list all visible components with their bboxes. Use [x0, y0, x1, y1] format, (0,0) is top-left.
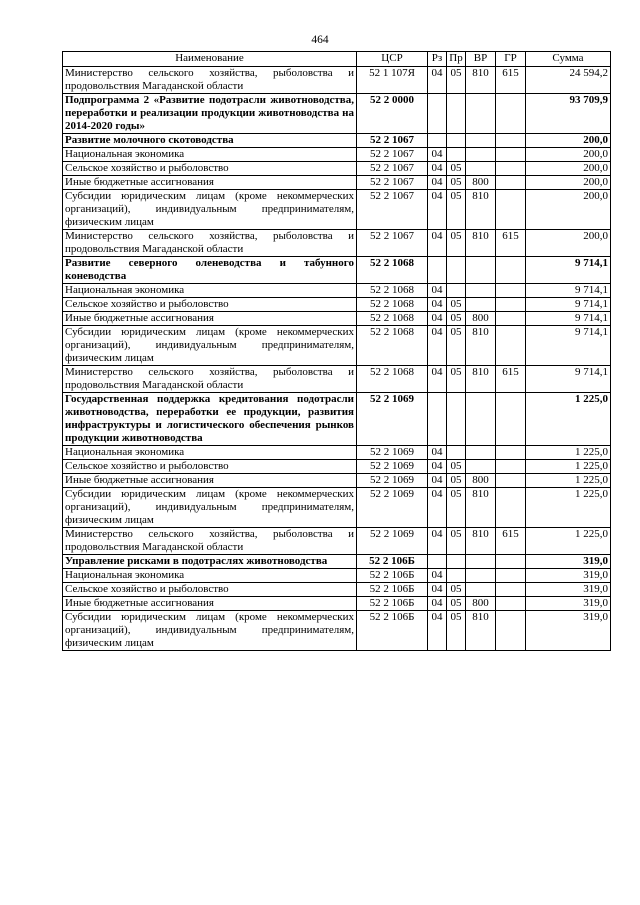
cell-name: Национальная экономика [63, 284, 357, 298]
cell-sum: 1 225,0 [526, 446, 611, 460]
cell-vr: 810 [466, 230, 496, 257]
cell-rz: 04 [428, 366, 447, 393]
cell-csr: 52 2 0000 [357, 94, 428, 134]
cell-csr: 52 2 106Б [357, 597, 428, 611]
cell-name: Подпрограмма 2 «Развитие подотрасли животноводства, переработки и реализации продукции животноводства на 2014-2020 годы» [63, 94, 357, 134]
cell-sum: 1 225,0 [526, 460, 611, 474]
header-sum: Сумма [526, 52, 611, 67]
cell-pr [447, 393, 466, 446]
cell-csr: 52 2 1067 [357, 134, 428, 148]
cell-name: Управление рисками в подотраслях животноводства [63, 555, 357, 569]
cell-vr: 810 [466, 366, 496, 393]
table-row [63, 298, 611, 312]
cell-rz [428, 257, 447, 284]
cell-vr: 800 [466, 176, 496, 190]
cell-gr [496, 597, 526, 611]
cell-csr: 52 2 1067 [357, 190, 428, 230]
table-row [63, 611, 611, 651]
cell-csr: 52 2 1068 [357, 312, 428, 326]
cell-gr [496, 148, 526, 162]
table-row [63, 366, 611, 393]
cell-vr: 810 [466, 190, 496, 230]
header-name: Наименование [63, 52, 357, 67]
cell-vr: 810 [466, 611, 496, 651]
cell-vr: 810 [466, 326, 496, 366]
cell-pr: 05 [447, 460, 466, 474]
cell-gr [496, 176, 526, 190]
cell-rz: 04 [428, 474, 447, 488]
cell-pr: 05 [447, 190, 466, 230]
cell-sum: 319,0 [526, 569, 611, 583]
table-row [63, 583, 611, 597]
budget-table [62, 51, 611, 651]
cell-name: Субсидии юридическим лицам (кроме некоммерческих организаций), индивидуальным предпринимателям, физическим лицам [63, 488, 357, 528]
cell-csr: 52 2 1068 [357, 257, 428, 284]
cell-pr [447, 569, 466, 583]
cell-sum: 319,0 [526, 597, 611, 611]
cell-vr [466, 134, 496, 148]
cell-pr: 05 [447, 597, 466, 611]
cell-vr [466, 162, 496, 176]
cell-gr [496, 611, 526, 651]
table-row [63, 326, 611, 366]
cell-rz: 04 [428, 148, 447, 162]
cell-sum: 1 225,0 [526, 528, 611, 555]
cell-name: Развитие северного оленеводства и табунного коневодства [63, 257, 357, 284]
cell-name: Сельское хозяйство и рыболовство [63, 162, 357, 176]
header-csr: ЦСР [357, 52, 428, 67]
cell-name: Субсидии юридическим лицам (кроме некоммерческих организаций), индивидуальным предпринимателям, физическим лицам [63, 190, 357, 230]
cell-gr [496, 284, 526, 298]
cell-csr: 52 1 107Я [357, 67, 428, 94]
cell-gr [496, 134, 526, 148]
cell-vr [466, 257, 496, 284]
cell-rz: 04 [428, 230, 447, 257]
cell-rz: 04 [428, 67, 447, 94]
cell-name: Иные бюджетные ассигнования [63, 312, 357, 326]
cell-pr: 05 [447, 312, 466, 326]
cell-gr [496, 162, 526, 176]
cell-name: Развитие молочного скотоводства [63, 134, 357, 148]
cell-pr: 05 [447, 326, 466, 366]
cell-sum: 319,0 [526, 555, 611, 569]
table-row [63, 474, 611, 488]
cell-rz [428, 94, 447, 134]
cell-csr: 52 2 1069 [357, 528, 428, 555]
cell-sum: 9 714,1 [526, 326, 611, 366]
table-row [63, 190, 611, 230]
cell-vr: 800 [466, 312, 496, 326]
cell-pr: 05 [447, 162, 466, 176]
table-row [63, 312, 611, 326]
cell-pr [447, 555, 466, 569]
table-row [63, 176, 611, 190]
cell-rz: 04 [428, 298, 447, 312]
cell-csr: 52 2 106Б [357, 569, 428, 583]
cell-vr [466, 555, 496, 569]
cell-sum: 200,0 [526, 148, 611, 162]
cell-gr [496, 312, 526, 326]
cell-pr [447, 148, 466, 162]
cell-sum: 9 714,1 [526, 366, 611, 393]
cell-gr: 615 [496, 366, 526, 393]
cell-gr [496, 190, 526, 230]
table-row [63, 148, 611, 162]
cell-rz: 04 [428, 583, 447, 597]
cell-name: Иные бюджетные ассигнования [63, 597, 357, 611]
cell-rz: 04 [428, 569, 447, 583]
cell-sum: 24 594,2 [526, 67, 611, 94]
cell-csr: 52 2 1069 [357, 393, 428, 446]
cell-gr [496, 94, 526, 134]
table-row [63, 555, 611, 569]
cell-vr: 810 [466, 67, 496, 94]
cell-csr: 52 2 1069 [357, 488, 428, 528]
cell-sum: 9 714,1 [526, 312, 611, 326]
cell-pr: 05 [447, 366, 466, 393]
cell-vr: 800 [466, 474, 496, 488]
cell-gr [496, 393, 526, 446]
cell-vr: 810 [466, 528, 496, 555]
cell-rz: 04 [428, 176, 447, 190]
cell-pr: 05 [447, 230, 466, 257]
cell-csr: 52 2 1068 [357, 284, 428, 298]
cell-name: Иные бюджетные ассигнования [63, 474, 357, 488]
cell-name: Сельское хозяйство и рыболовство [63, 583, 357, 597]
cell-pr [447, 134, 466, 148]
table-row [63, 230, 611, 257]
cell-vr [466, 284, 496, 298]
cell-gr [496, 298, 526, 312]
cell-sum: 319,0 [526, 611, 611, 651]
header-gr: ГР [496, 52, 526, 67]
cell-vr [466, 460, 496, 474]
cell-vr [466, 393, 496, 446]
table-row [63, 284, 611, 298]
cell-pr: 05 [447, 611, 466, 651]
page-number: 464 [311, 34, 329, 46]
table-row [63, 446, 611, 460]
cell-vr [466, 298, 496, 312]
cell-pr: 05 [447, 67, 466, 94]
cell-name: Министерство сельского хозяйства, рыболовства и продовольствия Магаданской области [63, 528, 357, 555]
header-pr: Пр [447, 52, 466, 67]
cell-rz [428, 393, 447, 446]
cell-sum: 1 225,0 [526, 474, 611, 488]
cell-gr: 615 [496, 230, 526, 257]
cell-gr [496, 555, 526, 569]
cell-name: Иные бюджетные ассигнования [63, 176, 357, 190]
cell-rz: 04 [428, 446, 447, 460]
cell-vr [466, 569, 496, 583]
cell-name: Государственная поддержка кредитования подотрасли животноводства, переработки ее продукции, развития инфраструктуры и логистического обеспечения рынков продукции животноводства [63, 393, 357, 446]
cell-rz: 04 [428, 460, 447, 474]
cell-csr: 52 2 1068 [357, 326, 428, 366]
cell-sum: 9 714,1 [526, 257, 611, 284]
cell-vr [466, 446, 496, 460]
cell-gr [496, 474, 526, 488]
cell-sum: 1 225,0 [526, 488, 611, 528]
cell-name: Министерство сельского хозяйства, рыболовства и продовольствия Магаданской области [63, 366, 357, 393]
cell-csr: 52 2 106Б [357, 583, 428, 597]
table-row [63, 528, 611, 555]
cell-csr: 52 2 1068 [357, 298, 428, 312]
cell-rz: 04 [428, 162, 447, 176]
cell-pr [447, 446, 466, 460]
cell-gr [496, 569, 526, 583]
cell-csr: 52 2 1069 [357, 460, 428, 474]
table-row [63, 67, 611, 94]
cell-gr [496, 488, 526, 528]
cell-rz: 04 [428, 326, 447, 366]
cell-name: Субсидии юридическим лицам (кроме некоммерческих организаций), индивидуальным предпринимателям, физическим лицам [63, 611, 357, 651]
cell-vr [466, 148, 496, 162]
cell-vr [466, 94, 496, 134]
header-rz: Рз [428, 52, 447, 67]
cell-sum: 319,0 [526, 583, 611, 597]
cell-vr: 810 [466, 488, 496, 528]
cell-name: Сельское хозяйство и рыболовство [63, 460, 357, 474]
cell-csr: 52 2 1067 [357, 162, 428, 176]
cell-sum: 9 714,1 [526, 284, 611, 298]
cell-sum: 200,0 [526, 134, 611, 148]
cell-vr [466, 583, 496, 597]
cell-name: Субсидии юридическим лицам (кроме некоммерческих организаций), индивидуальным предпринимателям, физическим лицам [63, 326, 357, 366]
cell-csr: 52 2 1067 [357, 148, 428, 162]
cell-csr: 52 2 106Б [357, 611, 428, 651]
cell-gr: 615 [496, 67, 526, 94]
cell-rz [428, 134, 447, 148]
cell-gr [496, 326, 526, 366]
cell-pr: 05 [447, 583, 466, 597]
cell-name: Национальная экономика [63, 569, 357, 583]
cell-csr: 52 2 1068 [357, 366, 428, 393]
cell-name: Национальная экономика [63, 446, 357, 460]
cell-rz: 04 [428, 488, 447, 528]
cell-sum: 200,0 [526, 230, 611, 257]
table-row [63, 597, 611, 611]
table-row [63, 569, 611, 583]
table-row [63, 488, 611, 528]
cell-gr [496, 446, 526, 460]
cell-pr: 05 [447, 474, 466, 488]
cell-rz: 04 [428, 597, 447, 611]
cell-pr [447, 94, 466, 134]
cell-gr: 615 [496, 528, 526, 555]
cell-rz: 04 [428, 284, 447, 298]
cell-name: Министерство сельского хозяйства, рыболовства и продовольствия Магаданской области [63, 230, 357, 257]
cell-rz: 04 [428, 312, 447, 326]
table-row [63, 134, 611, 148]
cell-vr: 800 [466, 597, 496, 611]
cell-pr: 05 [447, 528, 466, 555]
cell-pr [447, 284, 466, 298]
cell-name: Национальная экономика [63, 148, 357, 162]
cell-pr: 05 [447, 176, 466, 190]
cell-gr [496, 460, 526, 474]
cell-csr: 52 2 1069 [357, 446, 428, 460]
table-body [63, 67, 611, 651]
cell-pr: 05 [447, 488, 466, 528]
cell-csr: 52 2 1067 [357, 230, 428, 257]
table-header-row [63, 52, 611, 67]
cell-csr: 52 2 1069 [357, 474, 428, 488]
cell-name: Министерство сельского хозяйства, рыболовства и продовольствия Магаданской области [63, 67, 357, 94]
cell-sum: 200,0 [526, 176, 611, 190]
cell-pr [447, 257, 466, 284]
cell-gr [496, 257, 526, 284]
table-row [63, 257, 611, 284]
cell-rz: 04 [428, 611, 447, 651]
cell-sum: 1 225,0 [526, 393, 611, 446]
cell-sum: 200,0 [526, 162, 611, 176]
table-row [63, 94, 611, 134]
cell-sum: 93 709,9 [526, 94, 611, 134]
cell-csr: 52 2 106Б [357, 555, 428, 569]
table-row [63, 162, 611, 176]
cell-name: Сельское хозяйство и рыболовство [63, 298, 357, 312]
cell-rz [428, 555, 447, 569]
table-row [63, 460, 611, 474]
cell-csr: 52 2 1067 [357, 176, 428, 190]
cell-rz: 04 [428, 528, 447, 555]
cell-sum: 200,0 [526, 190, 611, 230]
table-row [63, 393, 611, 446]
cell-sum: 9 714,1 [526, 298, 611, 312]
cell-rz: 04 [428, 190, 447, 230]
cell-pr: 05 [447, 298, 466, 312]
cell-gr [496, 583, 526, 597]
header-vr: ВР [466, 52, 496, 67]
